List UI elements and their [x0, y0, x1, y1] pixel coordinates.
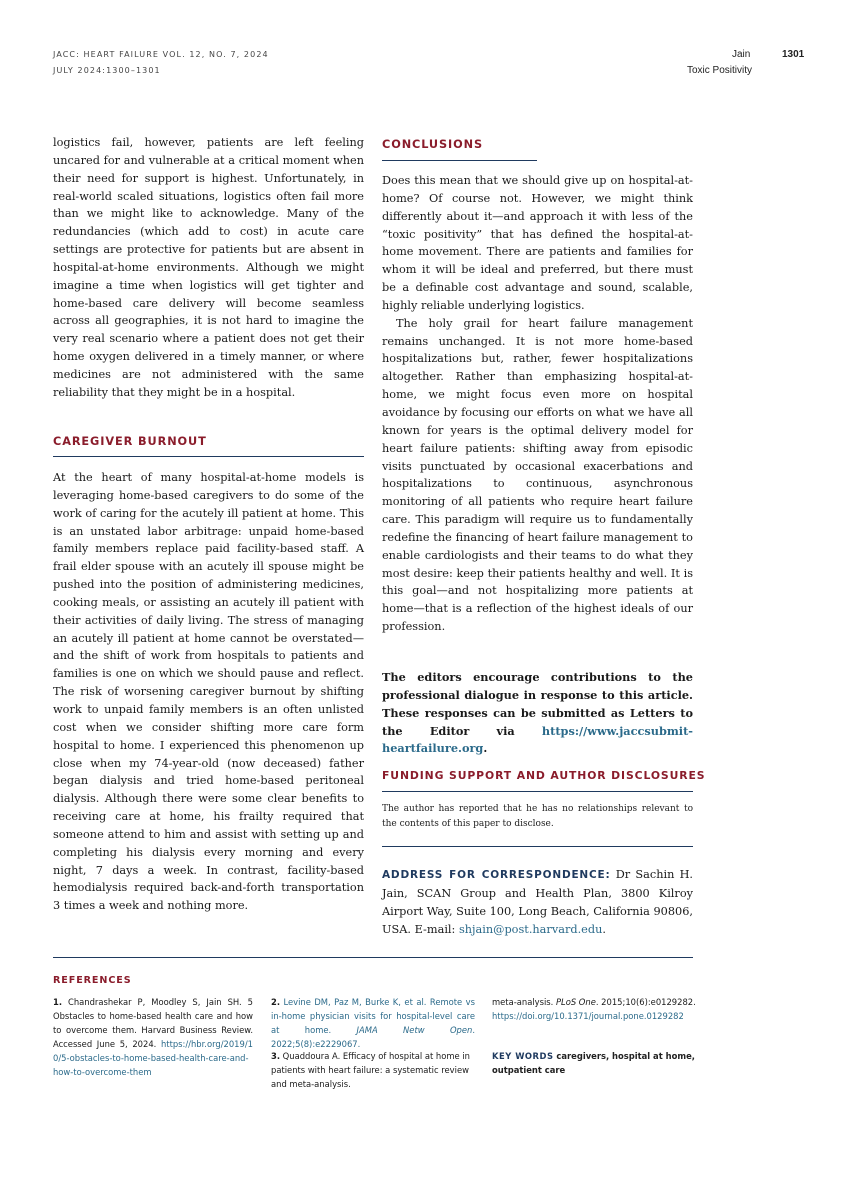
journal-issue-line: JULY 2024:1300–1301 [53, 66, 161, 75]
key-words-text: caregivers, hospital at home, outpatient care [492, 1051, 695, 1075]
left-column [53, 134, 364, 402]
submission-link[interactable]: https://www.jaccsubmit-heartfailure.org [382, 723, 693, 756]
conclusions-heading: CONCLUSIONS [382, 138, 484, 151]
conclusions-section [382, 172, 693, 636]
paragraph-conclusions-2: The holy grail for heart failure management remains unchanged. It is not more home-based hospitalizations but, rather, fewer hospitalizations altogether. Rather than emphasizing hospital-at-home, we might focus even more on hospital avoidance by focusing our efforts on what we have all known for years is the optimal delivery model for heart failure patients: shifting away from episodic visits punctuated by occasional exacerbations and hospitalizations to continuous, asynchronous monitoring of all patients who require heart failure care. This paradigm will require us to fundamentally redefine the financing of heart failure management to enable cardiologists and their teams to do what they most desire: keep their patients healthy and well. It is this goal—and not hospitalizing more patients at home—that is a reflection of the highest ideals of our profession. [382, 316, 693, 634]
editors-note-text [382, 669, 693, 758]
email-link[interactable]: shjain@post.harvard.edu [458, 922, 603, 936]
address-end: . [602, 922, 606, 936]
journal-volume-line: JACC: HEART FAILURE VOL. 12, NO. 7, 2024 [53, 50, 269, 59]
section-rule [382, 846, 693, 847]
section-rule [382, 791, 693, 792]
reference-3 [271, 1049, 475, 1091]
key-words [492, 1049, 702, 1077]
references-rule [53, 957, 693, 958]
address-label: ADDRESS FOR CORRESPONDENCE: [382, 869, 611, 881]
funding-text: The author has reported that he has no relationships relevant to the contents of this paper to disclose. [382, 804, 693, 829]
ref-number: 3. [271, 1051, 281, 1061]
running-title: Toxic Positivity [687, 65, 753, 76]
ref-text-cont: meta-analysis. [492, 997, 556, 1007]
ref-text[interactable] [271, 997, 475, 1049]
correspondence [382, 866, 693, 938]
correspondence-text [382, 866, 693, 938]
address-text: Dr Sachin H. Jain, SCAN Group and Health Plan, 3800 Kilroy Airport Way, Suite 100, Long Beach, California 90806, USA. E-mail: [382, 868, 694, 936]
paragraph-logistics: logistics fail, however, patients are left feeling uncared for and vulnerable at a critical moment when their need for support is highest. Unfortunately, in real-world scaled situations, logistics often fail more than we might like to acknowledge. Many of the redundancies (which add to cost) in acute care settings are protective for patients but are absent in hospital-at-home environments. Although we might imagine a time when logistics will get tighter and home-based care delivery will become seamless across all geographies, it is not hard to imagine the very real scenario where a patient does not get their home oxygen delivered in a timely manner, or where medicines are not administered with the same reliability that they might be in a hospital. [53, 136, 364, 399]
section-rule [382, 160, 537, 161]
funding-heading: FUNDING SUPPORT AND AUTHOR DISCLOSURES [382, 769, 706, 782]
caregiver-burnout-heading: CAREGIVER BURNOUT [53, 435, 207, 448]
caregiver-section [53, 469, 364, 915]
editors-note-end: . [483, 741, 488, 756]
ref-link[interactable]: https://hbr.org/2019/10/5-obstacles-to-home-based-health-care-and-how-to-overcome-them [53, 1039, 253, 1077]
ref-text: Chandrashekar P, Moodley S, Jain SH. 5 Obstacles to home-based health care and how to overcome them. Harvard Business Review. Accessed June 5, 2024. [53, 997, 253, 1049]
editors-note-body: The editors encourage contributions to the professional dialogue in response to this article. These responses can be submitted as Letters to the Editor via [382, 670, 693, 738]
ref-journal: PLoS One [555, 997, 596, 1007]
ref-link[interactable]: https://doi.org/10.1371/journal.pone.0129282 [492, 1011, 684, 1021]
ref-number: 1. [53, 997, 63, 1007]
references-heading: REFERENCES [53, 975, 132, 986]
paragraph-caregiver: At the heart of many hospital-at-home models is leveraging home-based caregivers to do some of the work of caring for the acutely ill patient at home. This is an unstated labor arbitrage: unpaid home-based family members replace paid facility-based staff. A frail elder spouse with an acutely ill spouse might be pushed into the position of administering medicines, cooking meals, or assisting an acutely ill patient with their activities of daily living. The stress of managing an acutely ill patient at home cannot be overstated—and the shift of work from hospitals to patients and families is one on which we should pause and reflect. The risk of worsening caregiver burnout by shifting work to unpaid family members is an often unlisted cost when we consider shifting more care form hospital to home. I experienced this phenomenon up close when my 74-year-old (now deceased) father began dialysis and tried home-based peritoneal dialysis. Although there were some clear benefits to receiving care at home, his frailty required that someone attend to him and assist with setting up and completing his dialysis every morning and every night, 7 days a week. In contrast, facility-based hemodialysis required back-and-forth transportation 3 times a week and nothing more. [53, 471, 364, 913]
ref-journal: JAMA Netw Open [356, 1025, 473, 1035]
reference-3-continuation [492, 995, 702, 1023]
paragraph-conclusions-1: Does this mean that we should give up on hospital-at-home? Of course not. However, we might think differently about it—and approach it with less of the “toxic positivity” that has defined the hospital-at-home movement. There are patients and families for whom it will be ideal and preferred, but there must be a definable cost advantage and sound, scalable, highly reliable underlying logistics. [382, 174, 693, 312]
reference-1 [53, 995, 253, 1079]
page-number: 1301 [782, 49, 805, 60]
ref-text: Quaddoura A. Efficacy of hospital at home in patients with heart failure: a systematic review and meta-analysis. [271, 1051, 470, 1089]
ref-number: 2. [271, 997, 281, 1007]
running-author: Jain [732, 49, 751, 60]
section-rule [53, 456, 364, 457]
editors-note [382, 669, 693, 758]
ref-text-post: . 2015;10(6):e0129282. [595, 997, 696, 1007]
ref-text-post: . 2022;5(8):e2229067. [271, 1025, 475, 1049]
key-words-label: KEY WORDS [492, 1051, 554, 1061]
reference-2 [271, 995, 475, 1051]
ref-text-pre: Levine DM, Paz M, Burke K, et al. Remote vs in-home physician visits for hospital-level care at home. [271, 997, 475, 1035]
